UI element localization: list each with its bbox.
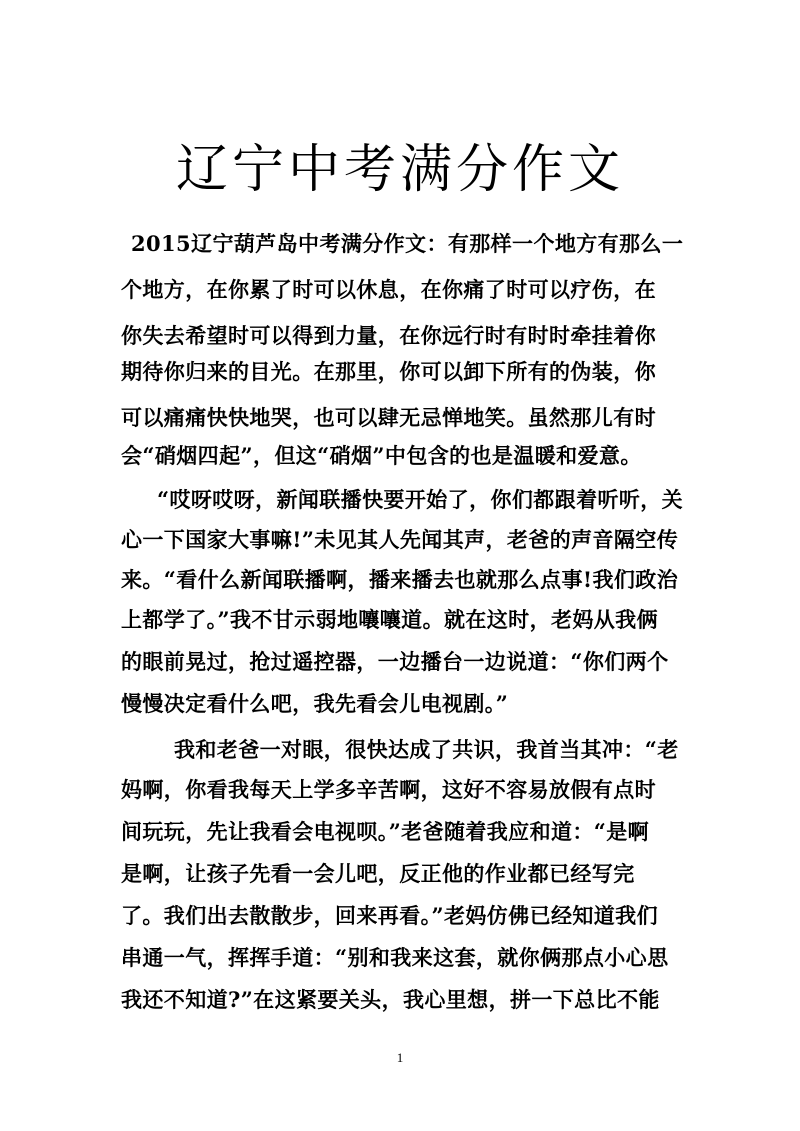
text-line: 个地方，在你累了时可以休息，在你痛了时可以疗伤，在 bbox=[121, 277, 656, 302]
text-line: 上都学了。”我不甘示弱地嚷嚷道。就在这时，老妈从我俩 bbox=[121, 607, 658, 632]
text-line: 心一下国家大事嘛!”未见其人先闻其声，老爸的声音隔空传 bbox=[121, 527, 679, 552]
text-line: 我和老爸一对眼，很快达成了共识，我首当其冲：“老 bbox=[174, 737, 679, 762]
text-line: 会“硝烟四起”，但这“硝烟”中包含的也是温暖和爱意。 bbox=[121, 443, 642, 468]
text-line: 2015辽宁葫芦岛中考满分作文：有那样一个地方有那么一 bbox=[131, 231, 684, 256]
text-line: 慢慢决定看什么吧，我先看会儿电视剧。” bbox=[121, 691, 509, 716]
page-number: 1 bbox=[396, 1050, 404, 1065]
text-line: 期待你归来的目光。在那里，你可以卸下所有的伪装，你 bbox=[121, 359, 656, 384]
text-line: 我还不知道?”在这紧要关头，我心里想，拼一下总比不能 bbox=[121, 987, 660, 1012]
text-line: 了。我们出去散散步，回来再看。”老妈仿佛已经知道我们 bbox=[121, 903, 658, 928]
document-title: 辽宁中考满分作文 bbox=[175, 140, 624, 200]
text-line: 的眼前晃过，抢过遥控器，一边播台一边说道：“你们两个 bbox=[121, 649, 669, 674]
text-line: 妈啊，你看我每天上学多辛苦啊，这好不容易放假有点时 bbox=[121, 777, 656, 802]
text-line: 是啊，让孩子先看一会儿吧，反正他的作业都已经写完 bbox=[121, 861, 635, 886]
text-line: 可以痛痛快快地哭，也可以肆无忌惮地笑。虽然那儿有时 bbox=[121, 405, 656, 430]
text-line: 来。“看什么新闻联播啊，播来播去也就那么点事!我们政治 bbox=[121, 567, 679, 592]
text-line: 串通一气，挥挥手道：“别和我来这套，就你俩那点小心思 bbox=[121, 945, 669, 970]
text-line: 你失去希望时可以得到力量，在你远行时有时时牵挂着你 bbox=[121, 323, 656, 348]
text-line: 间玩玩，先让我看会电视呗。”老爸随着我应和道：“是啊 bbox=[121, 819, 650, 844]
text-line: “哎呀哎呀，新闻联播快要开始了，你们都跟着听听，关 bbox=[157, 487, 684, 512]
